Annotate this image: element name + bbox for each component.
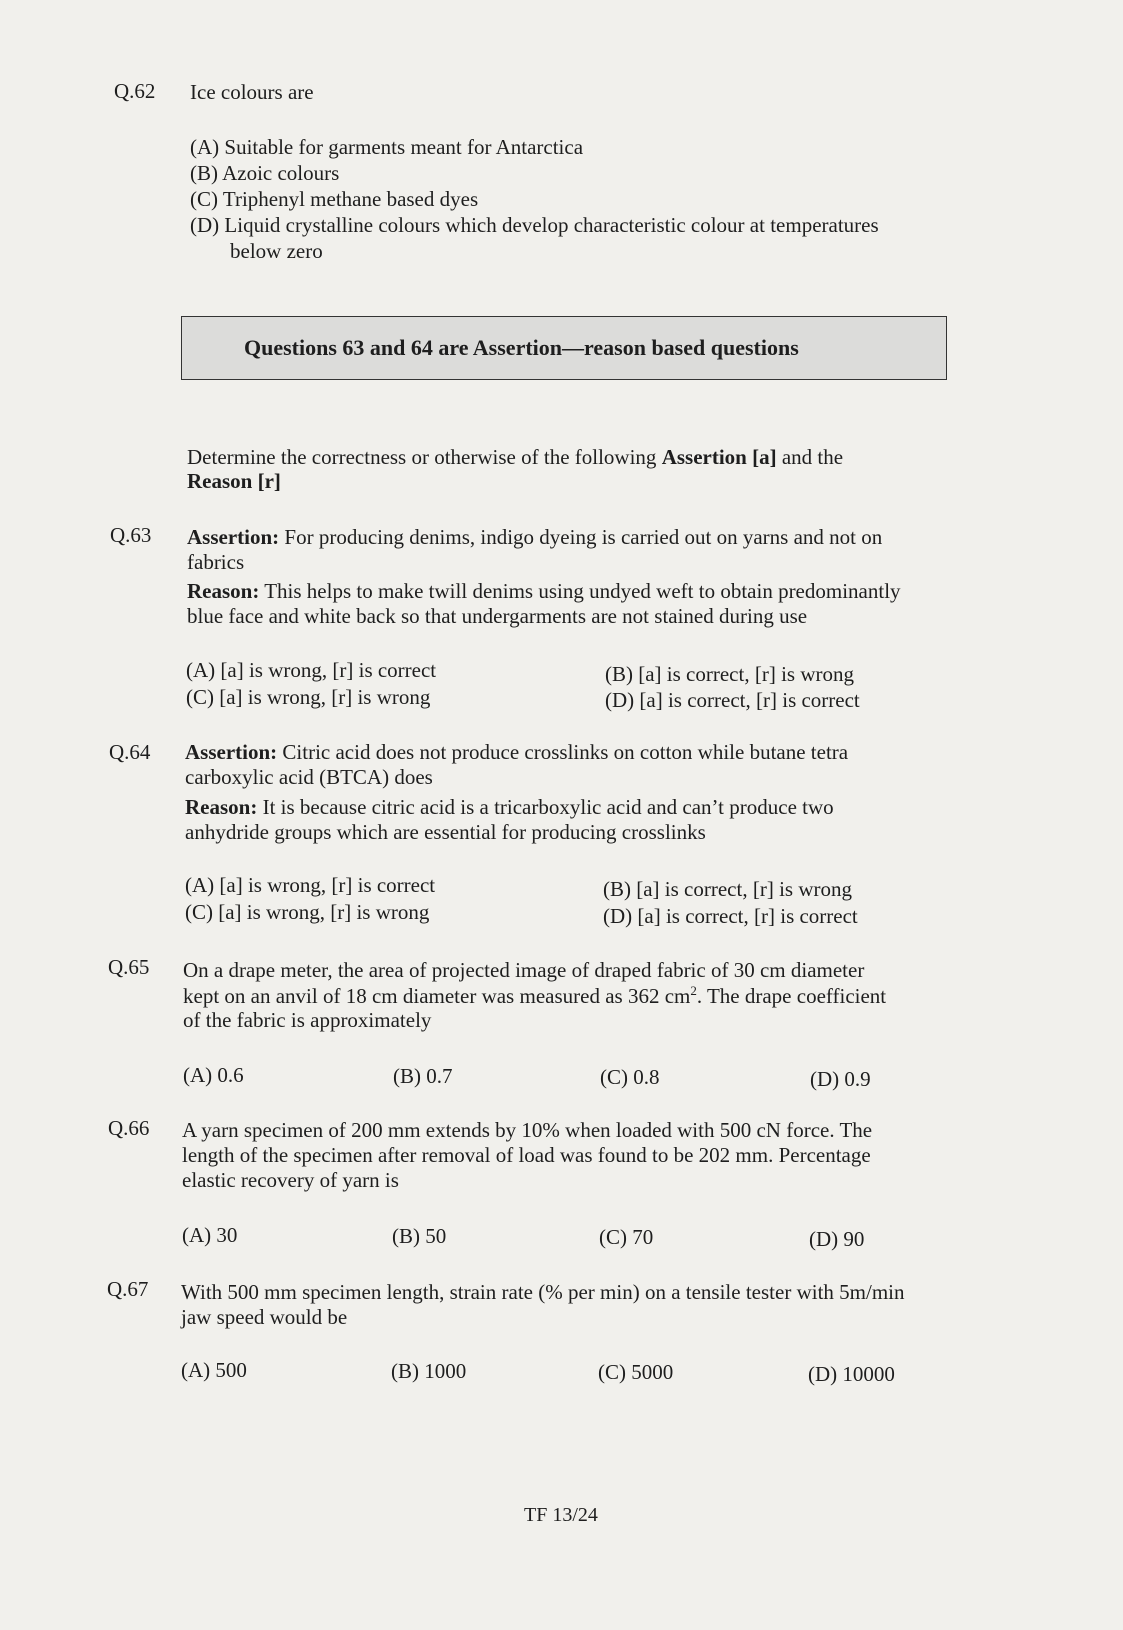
option-d: (D) 10000 <box>808 1362 895 1386</box>
option-c: (C) Triphenyl methane based dyes <box>190 187 479 211</box>
page-footer: TF 13/24 <box>524 1504 598 1526</box>
option-d-continued: below zero <box>230 239 323 263</box>
assertion-text: For producing denims, indigo dyeing is carried out on yarns and not on <box>279 525 883 549</box>
option-a: (A) 30 <box>182 1223 238 1247</box>
instruction-assertion: Assertion [a] <box>661 445 777 469</box>
option-d: (D) [a] is correct, [r] is correct <box>605 688 860 712</box>
option-a: (A) 500 <box>181 1358 247 1382</box>
assertion-line-1 <box>187 524 882 550</box>
question-number: Q.67 <box>107 1277 149 1301</box>
instruction-text-mid: and the <box>776 445 844 469</box>
reason-line-1 <box>185 794 834 820</box>
option-a: (A) Suitable for garments meant for Antarctica <box>190 135 584 159</box>
instruction-line-1 <box>187 444 843 470</box>
question-line-1: On a drape meter, the area of projected image of draped fabric of 30 cm diameter <box>183 958 865 982</box>
option-b: (B) 1000 <box>391 1359 467 1383</box>
option-a: (A) [a] is wrong, [r] is correct <box>185 873 436 897</box>
option-c: (C) [a] is wrong, [r] is wrong <box>185 900 430 924</box>
option-c: (C) 5000 <box>598 1360 674 1384</box>
option-d: (D) 0.9 <box>810 1067 871 1091</box>
superscript: 2 <box>690 983 697 998</box>
question-text: kept on an anvil of 18 cm diameter was measured as 362 cm <box>183 984 691 1008</box>
question-line-2: length of the specimen after removal of load was found to be 202 mm. Percentage <box>182 1143 871 1167</box>
assertion-line-2: fabrics <box>187 550 245 574</box>
option-b: (B) [a] is correct, [r] is wrong <box>605 662 854 686</box>
reason-text: This helps to make twill denims using undyed weft to obtain predominantly <box>259 579 901 603</box>
question-number: Q.65 <box>108 955 150 979</box>
question-line-1: With 500 mm specimen length, strain rate (% per min) on a tensile tester with 5m/min <box>181 1280 905 1304</box>
assertion-line-2: carboxylic acid (BTCA) does <box>185 765 433 789</box>
option-c: (C) [a] is wrong, [r] is wrong <box>186 685 431 709</box>
reason-line-2: blue face and white back so that undergarments are not stained during use <box>187 604 808 628</box>
instruction-line-2 <box>187 468 281 494</box>
option-d: (D) 90 <box>809 1227 865 1251</box>
question-text-end: . The drape coefficient <box>696 984 887 1008</box>
option-c: (C) 70 <box>599 1225 654 1249</box>
section-banner <box>181 316 947 380</box>
option-d: (D) [a] is correct, [r] is correct <box>603 904 858 928</box>
option-b: (B) 0.7 <box>393 1064 453 1088</box>
assertion-text: Citric acid does not produce crosslinks on cotton while butane tetra <box>277 740 849 764</box>
assertion-line-1 <box>185 739 848 765</box>
reason-line-2: anhydride groups which are essential for producing crosslinks <box>185 820 706 844</box>
question-stem: Ice colours are <box>190 80 314 104</box>
option-c: (C) 0.8 <box>600 1065 660 1089</box>
option-a: (A) 0.6 <box>183 1063 244 1087</box>
assertion-label: Assertion: <box>187 525 280 549</box>
assertion-label: Assertion: <box>185 740 278 764</box>
question-line-3: elastic recovery of yarn is <box>182 1168 399 1192</box>
reason-label: Reason: <box>187 579 260 603</box>
question-line-1: A yarn specimen of 200 mm extends by 10% when loaded with 500 cN force. The <box>182 1118 873 1142</box>
instruction-text: Determine the correctness or otherwise of the following <box>187 445 662 469</box>
reason-text: It is because citric acid is a tricarboxylic acid and can’t produce two <box>257 795 834 819</box>
question-line-2 <box>183 983 886 1009</box>
question-number: Q.62 <box>114 79 156 103</box>
instruction-reason: Reason [r] <box>187 469 281 493</box>
reason-line-1 <box>187 578 901 604</box>
option-b: (B) Azoic colours <box>190 161 340 185</box>
banner-text: Questions 63 and 64 are Assertion—reason based questions <box>244 335 799 360</box>
question-number: Q.63 <box>110 523 152 547</box>
question-number: Q.64 <box>109 740 151 764</box>
option-d: (D) Liquid crystalline colours which develop characteristic colour at temperatures <box>190 213 879 237</box>
option-b: (B) [a] is correct, [r] is wrong <box>603 877 852 901</box>
option-a: (A) [a] is wrong, [r] is correct <box>186 658 437 682</box>
question-number: Q.66 <box>108 1116 150 1140</box>
question-line-2: jaw speed would be <box>181 1305 348 1329</box>
option-b: (B) 50 <box>392 1224 447 1248</box>
reason-label: Reason: <box>185 795 258 819</box>
question-line-3: of the fabric is approximately <box>183 1008 432 1032</box>
